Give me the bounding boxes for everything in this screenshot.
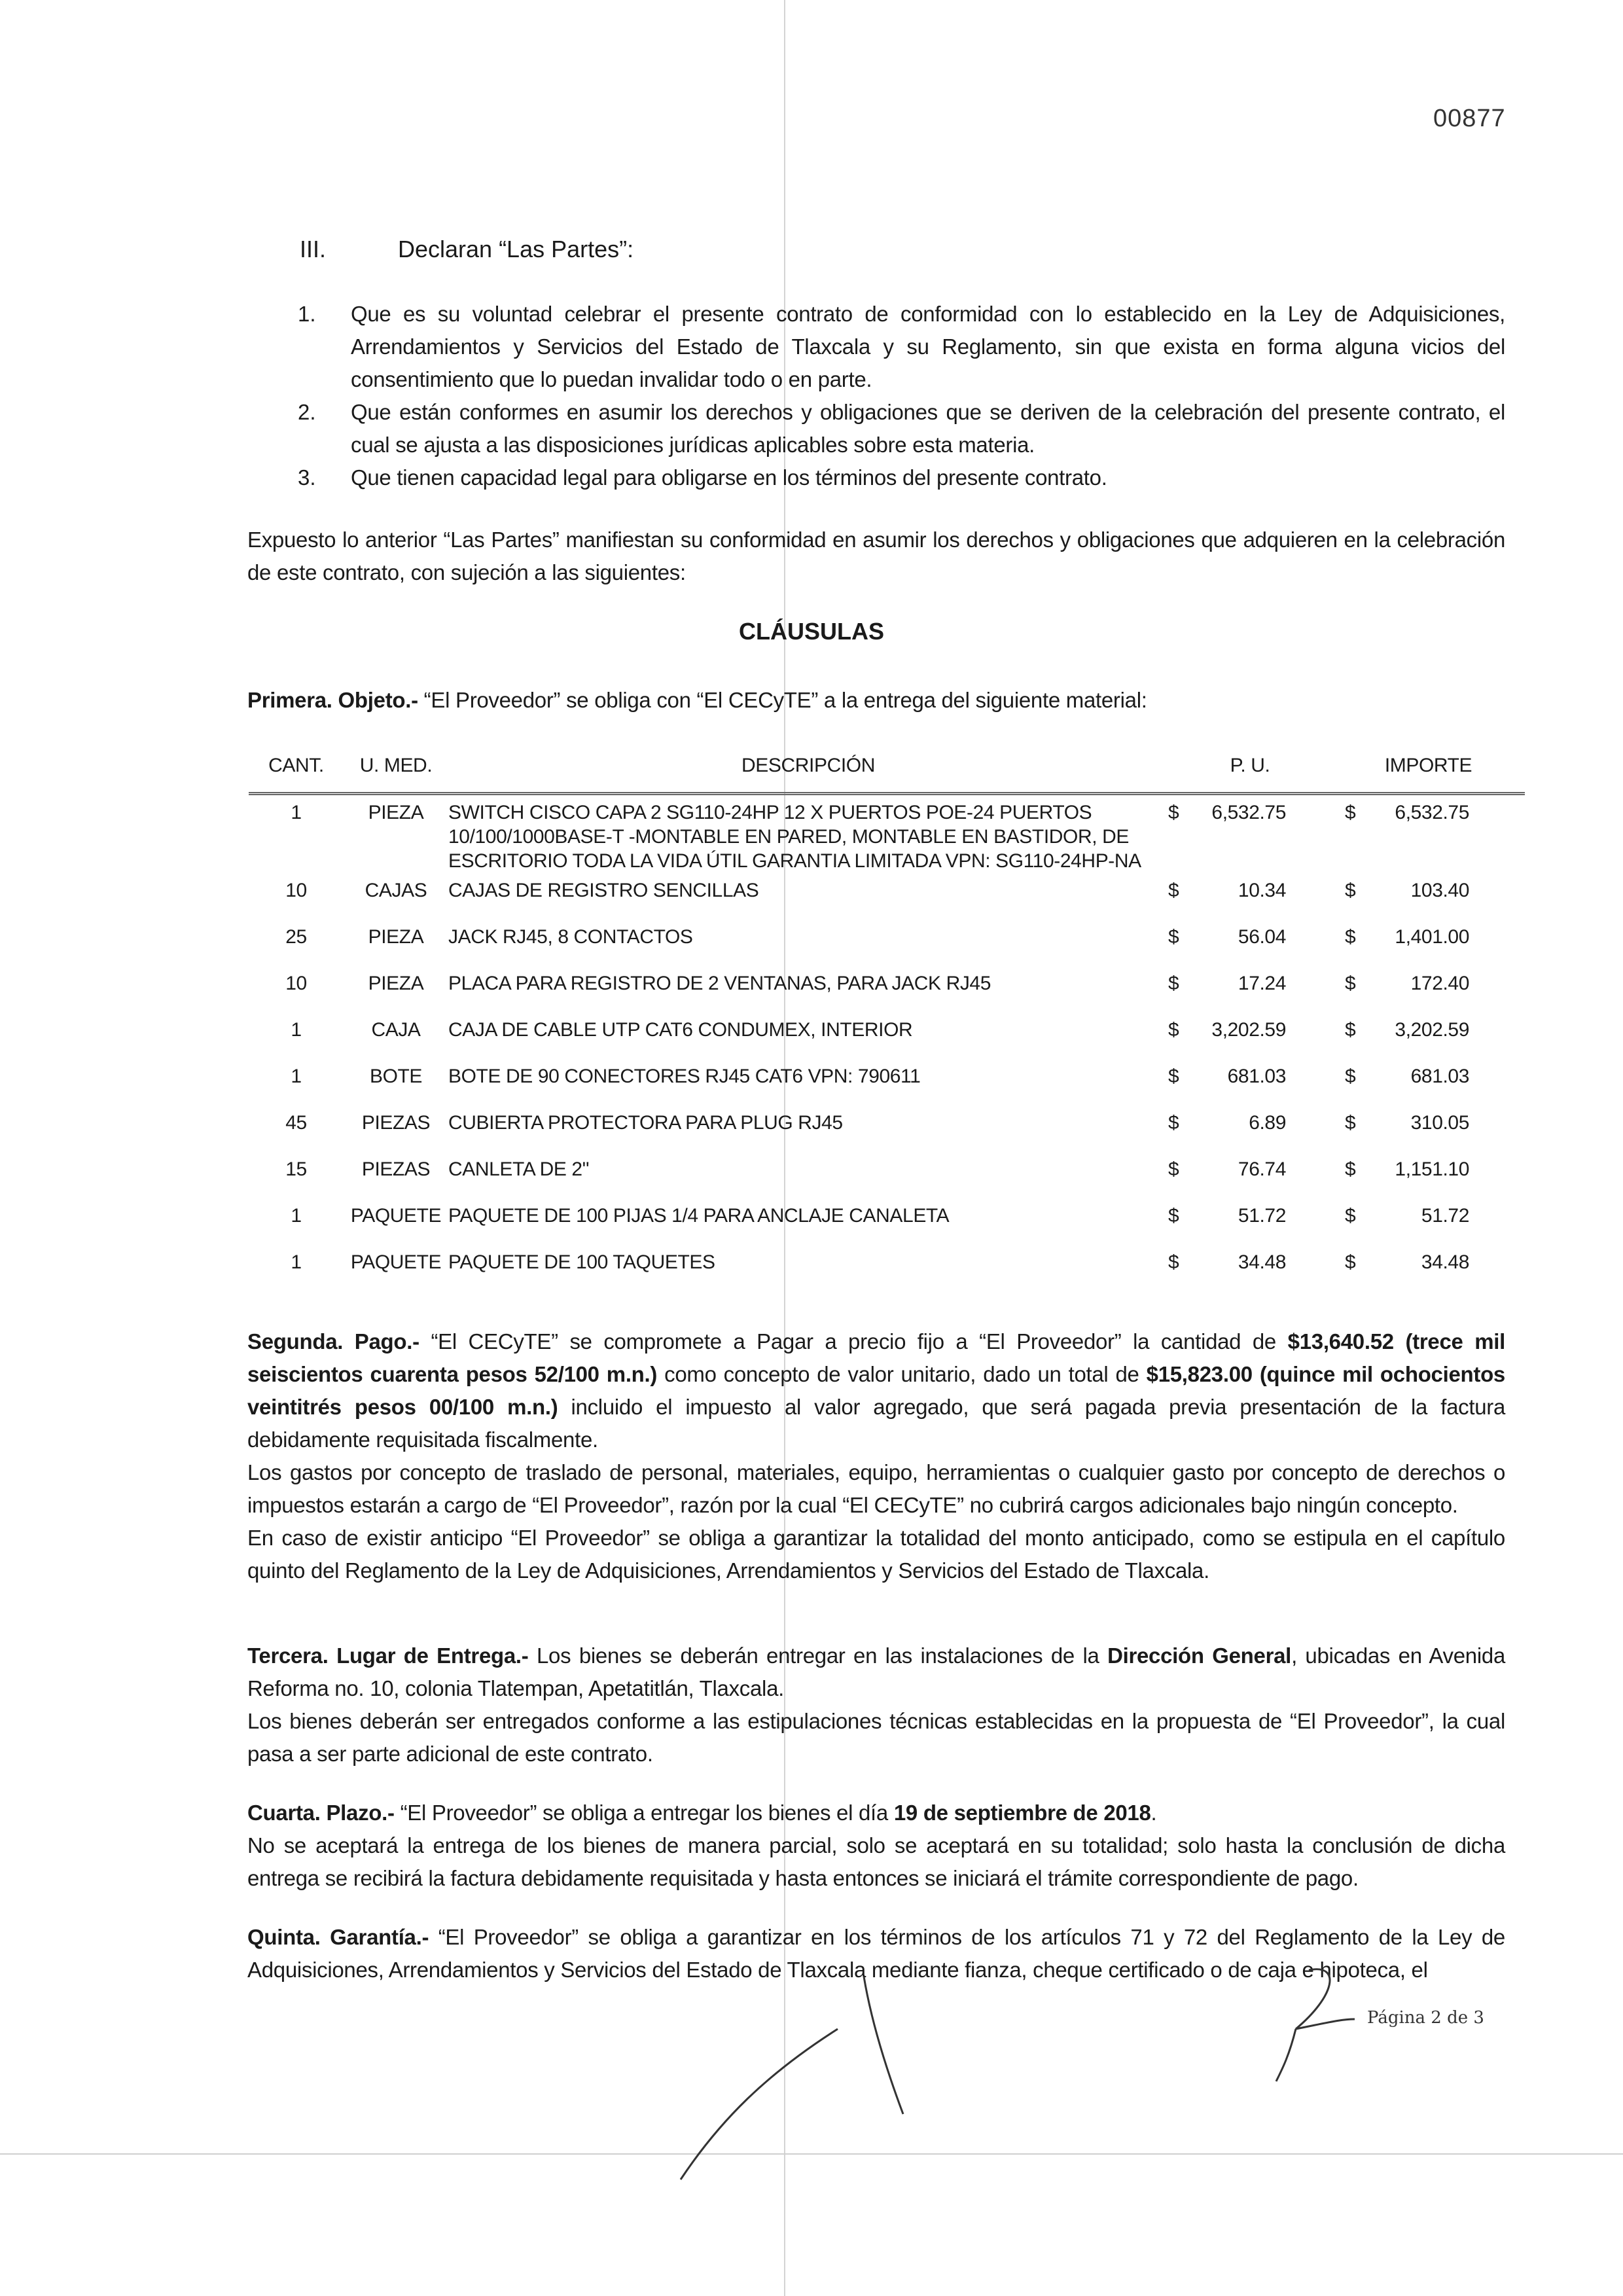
currency-sign: $ [1345, 926, 1356, 948]
cell-descripcion: PAQUETE DE 100 PIJAS 1/4 PARA ANCLAJE CANALETA [448, 1205, 950, 1227]
bold-text: Tercera. Lugar de Entrega.- [247, 1643, 529, 1668]
header-pu: P. U. [1168, 740, 1332, 794]
cell-cant: 10 [285, 880, 307, 901]
cell-importe [1332, 920, 1525, 966]
document-number: 00877 [1433, 105, 1506, 132]
table-row [249, 966, 1525, 1013]
pu-value: 76.74 [1238, 1158, 1286, 1180]
text-run: Los gastos por concepto de traslado de personal, materiales, equipo, herramientas o cualquier gasto por concepto de derechos o impuestos estarán a cargo de “El Proveedor”, razón por la cual “El CECyTE” no cubrirá cargos adicionales bajo ningún concepto. [247, 1460, 1505, 1517]
clause-paragraph [247, 1640, 1505, 1705]
text-run: Los bienes se deberán entregar en las instalaciones de la [528, 1643, 1108, 1668]
cell-pu [1168, 1152, 1332, 1198]
currency-sign: $ [1168, 926, 1179, 948]
cell-pu [1168, 1105, 1332, 1152]
currency-sign: $ [1168, 1019, 1179, 1041]
currency-sign: $ [1168, 1158, 1179, 1180]
clausulas-heading: CLÁUSULAS [739, 618, 884, 645]
cell-descripcion: BOTE DE 90 CONECTORES RJ45 CAT6 VPN: 790611 [448, 1066, 921, 1087]
cell-umed: PIEZA [368, 802, 424, 823]
clause-paragraph [247, 1829, 1505, 1895]
cell-pu [1168, 966, 1332, 1013]
bold-text: $13,640.52 (trece mil seiscientos cuarenta pesos 52/100 m.n.) [247, 1329, 1505, 1386]
currency-sign: $ [1168, 1112, 1179, 1134]
bold-text: Quinta. Garantía.- [247, 1925, 429, 1949]
table-row [249, 794, 1525, 874]
cell-importe [1332, 873, 1525, 920]
currency-sign: $ [1345, 802, 1356, 823]
text-run: como concepto de valor unitario, dado un total de [657, 1362, 1147, 1386]
item-number: 1. [298, 302, 316, 326]
table-row [249, 873, 1525, 920]
page-number: Página 2 de 3 [1367, 2008, 1484, 2028]
table-row [249, 1245, 1525, 1291]
clause-segunda [247, 1325, 1505, 1587]
cell-cant: 1 [291, 802, 302, 823]
text-run: Los bienes deberán ser entregados conforme a las estipulaciones técnicas establecidas en la propuesta de “El Proveedor”, la cual pasa a ser parte adicional de este contrato. [247, 1709, 1505, 1766]
cell-umed: CAJAS [365, 880, 427, 901]
cell-descripcion: JACK RJ45, 8 CONTACTOS [448, 926, 693, 948]
importe-value: 310.05 [1410, 1112, 1469, 1134]
table-row [249, 1198, 1525, 1245]
cell-descripcion: CUBIERTA PROTECTORA PARA PLUG RJ45 [448, 1112, 843, 1134]
currency-sign: $ [1168, 1205, 1179, 1227]
importe-value: 51.72 [1421, 1205, 1469, 1227]
text-run: “El Proveedor” se obliga a garantizar en los términos de los artículos 71 y 72 del Reglamento de la Ley de Adquisiciones, Arrendamientos y Servicios del Estado de Tlaxcala mediante fianza, cheque certificado o de caja e hipoteca, el [247, 1925, 1505, 1982]
cell-pu [1168, 873, 1332, 920]
section-heading [300, 236, 633, 263]
pu-value: 51.72 [1238, 1205, 1286, 1227]
cell-umed: PIEZAS [361, 1158, 431, 1180]
header-umed: U. MED. [344, 740, 448, 794]
cell-pu [1168, 1198, 1332, 1245]
cell-cant: 45 [285, 1112, 307, 1134]
header-descripcion: DESCRIPCIÓN [448, 740, 1168, 794]
currency-sign: $ [1345, 880, 1356, 901]
importe-value: 6,532.75 [1395, 802, 1469, 823]
expuesto-paragraph: Expuesto lo anterior “Las Partes” manifiestan su conformidad en asumir los derechos y obligaciones que adquieren en la celebración de este contrato, con sujeción a las siguientes: [247, 528, 1505, 584]
cell-umed: CAJA [371, 1019, 421, 1041]
cell-pu [1168, 1013, 1332, 1059]
cell-umed: BOTE [369, 1066, 423, 1087]
importe-value: 681.03 [1410, 1066, 1469, 1087]
cell-descripcion: CANLETA DE 2" [448, 1158, 589, 1180]
currency-sign: $ [1345, 1112, 1356, 1134]
bold-text: Cuarta. Plazo.- [247, 1801, 395, 1825]
cell-pu [1168, 920, 1332, 966]
pu-value: 3,202.59 [1211, 1019, 1286, 1041]
bold-text: $15,823.00 (quince mil ochocientos veintitrés pesos 00/100 m.n.) [247, 1362, 1505, 1419]
importe-value: 1,401.00 [1395, 926, 1469, 948]
pu-value: 6,532.75 [1211, 802, 1286, 823]
pu-value: 681.03 [1227, 1066, 1286, 1087]
cell-cant: 1 [291, 1205, 302, 1227]
currency-sign: $ [1168, 802, 1179, 823]
cell-descripcion: CAJAS DE REGISTRO SENCILLAS [448, 880, 759, 901]
currency-sign: $ [1168, 1251, 1179, 1273]
bold-text: 19 de septiembre de 2018 [893, 1801, 1151, 1825]
cell-umed: PIEZA [368, 926, 424, 948]
currency-sign: $ [1345, 1251, 1356, 1273]
importe-value: 34.48 [1421, 1251, 1469, 1273]
table-header-row [249, 740, 1525, 794]
currency-sign: $ [1345, 1066, 1356, 1087]
item-number: 2. [298, 400, 316, 424]
declaration-item [298, 461, 1505, 494]
bold-text: Segunda. Pago.- [247, 1329, 419, 1354]
cell-cant: 1 [291, 1019, 302, 1041]
cell-descripcion: PLACA PARA REGISTRO DE 2 VENTANAS, PARA JACK RJ45 [448, 973, 991, 994]
text-run: En caso de existir anticipo “El Proveedor” se obliga a garantizar la totalidad del monto anticipado, como se estipula en el capítulo quinto del Reglamento de la Ley de Adquisiciones, Arrendamientos y Servicios del Estado de Tlaxcala. [247, 1526, 1505, 1583]
cell-importe [1332, 1059, 1525, 1105]
importe-value: 172.40 [1410, 973, 1469, 994]
text-run: “El Proveedor” se obliga con “El CECyTE” a la entrega del siguiente material: [418, 688, 1147, 712]
declaration-item [298, 298, 1505, 396]
cell-importe [1332, 1198, 1525, 1245]
importe-value: 3,202.59 [1395, 1019, 1469, 1041]
table-row [249, 1152, 1525, 1198]
currency-sign: $ [1168, 880, 1179, 901]
text-run: “El Proveedor” se obliga a entregar los bienes el día [394, 1801, 894, 1825]
clause-tercera [247, 1640, 1505, 1770]
declaration-item [298, 396, 1505, 461]
clause-paragraph [247, 1456, 1505, 1522]
cell-descripcion: PAQUETE DE 100 TAQUETES [448, 1251, 715, 1273]
cell-cant: 25 [285, 926, 307, 948]
materials-table [249, 740, 1525, 1291]
clause-paragraph [247, 1705, 1505, 1770]
currency-sign: $ [1345, 1019, 1356, 1041]
section-title: Declaran “Las Partes”: [398, 236, 634, 262]
currency-sign: $ [1168, 973, 1179, 994]
text-run: incluido el impuesto al valor agregado, que será pagada previa presentación de la factura debidamente requisitada fiscalmente. [247, 1395, 1505, 1452]
clause-paragraph [247, 1797, 1505, 1829]
item-number: 3. [298, 465, 316, 490]
cell-descripcion: CAJA DE CABLE UTP CAT6 CONDUMEX, INTERIOR [448, 1019, 913, 1041]
currency-sign: $ [1345, 1158, 1356, 1180]
item-text: Que es su voluntad celebrar el presente contrato de conformidad con lo establecido en la Ley de Adquisiciones, Arrendamientos y Servicios del Estado de Tlaxcala y su Reglamento, sin que exista en forma alguna vicios del consentimiento que lo puedan invalidar todo o en parte. [351, 302, 1505, 391]
table-row [249, 1013, 1525, 1059]
table-row [249, 920, 1525, 966]
declarations-list [298, 298, 1505, 494]
cell-cant: 1 [291, 1066, 302, 1087]
table-row [249, 1105, 1525, 1152]
handwritten-signature-1 [668, 1964, 942, 2193]
cell-importe [1332, 1013, 1525, 1059]
pu-value: 10.34 [1238, 880, 1286, 901]
bold-text: Primera. Objeto.- [247, 688, 418, 712]
cell-pu [1168, 794, 1332, 874]
text-run: . [1150, 1801, 1157, 1825]
cell-pu [1168, 1245, 1332, 1291]
header-cant: CANT. [249, 740, 344, 794]
cell-cant: 15 [285, 1158, 307, 1180]
bold-text: Dirección General [1107, 1643, 1292, 1668]
cell-importe [1332, 1245, 1525, 1291]
item-text: Que están conformes en asumir los derechos y obligaciones que se deriven de la celebración del presente contrato, el cual se ajusta a las disposiciones jurídicas aplicables sobre esta materia. [351, 400, 1505, 457]
currency-sign: $ [1168, 1066, 1179, 1087]
pu-value: 56.04 [1238, 926, 1286, 948]
cell-umed: PAQUETE [350, 1251, 442, 1273]
cell-cant: 1 [291, 1251, 302, 1273]
section-roman: III. [300, 236, 327, 262]
cell-umed: PAQUETE [350, 1205, 442, 1227]
handwritten-signature-2 [1270, 1957, 1374, 2088]
text-run: No se aceptará la entrega de los bienes de manera parcial, solo se aceptará en su totalidad; solo hasta la conclusión de dicha entrega se recibirá la factura debidamente requisitada y hasta entonces se iniciará el trámite correspondiente de pago. [247, 1833, 1505, 1890]
cell-importe [1332, 1105, 1525, 1152]
currency-sign: $ [1345, 973, 1356, 994]
cell-importe [1332, 1152, 1525, 1198]
header-importe: IMPORTE [1332, 740, 1525, 794]
importe-value: 103.40 [1410, 880, 1469, 901]
cell-umed: PIEZAS [361, 1112, 431, 1134]
cell-pu [1168, 1059, 1332, 1105]
text-run: “El CECyTE” se compromete a Pagar a precio fijo a “El Proveedor” la cantidad de [419, 1329, 1288, 1354]
pu-value: 17.24 [1238, 973, 1286, 994]
cell-importe [1332, 794, 1525, 874]
currency-sign: $ [1345, 1205, 1356, 1227]
cell-cant: 10 [285, 973, 307, 994]
clause-cuarta [247, 1797, 1505, 1895]
clause-primera [247, 684, 1505, 717]
item-text: Que tienen capacidad legal para obligarse en los términos del presente contrato. [351, 465, 1107, 490]
text-run: , ubicadas en Avenida Reforma no. 10, colonia Tlatempan, Apetatitlán, Tlaxcala. [247, 1643, 1505, 1700]
clause-paragraph [247, 1325, 1505, 1456]
pu-value: 34.48 [1238, 1251, 1286, 1273]
cell-umed: PIEZA [368, 973, 424, 994]
clause-paragraph [247, 1522, 1505, 1587]
cell-descripcion: SWITCH CISCO CAPA 2 SG110-24HP 12 X PUERTOS POE-24 PUERTOS 10/100/1000BASE-T -MONTABLE EN PARED, MONTABLE EN BASTIDOR, DE ESCRITORIO TODA LA VIDA ÚTIL GARANTIA LIMITADA VPN: SG110-24HP-NA [448, 802, 1141, 872]
pu-value: 6.89 [1249, 1112, 1286, 1134]
cell-importe [1332, 966, 1525, 1013]
table-row [249, 1059, 1525, 1105]
importe-value: 1,151.10 [1395, 1158, 1469, 1180]
